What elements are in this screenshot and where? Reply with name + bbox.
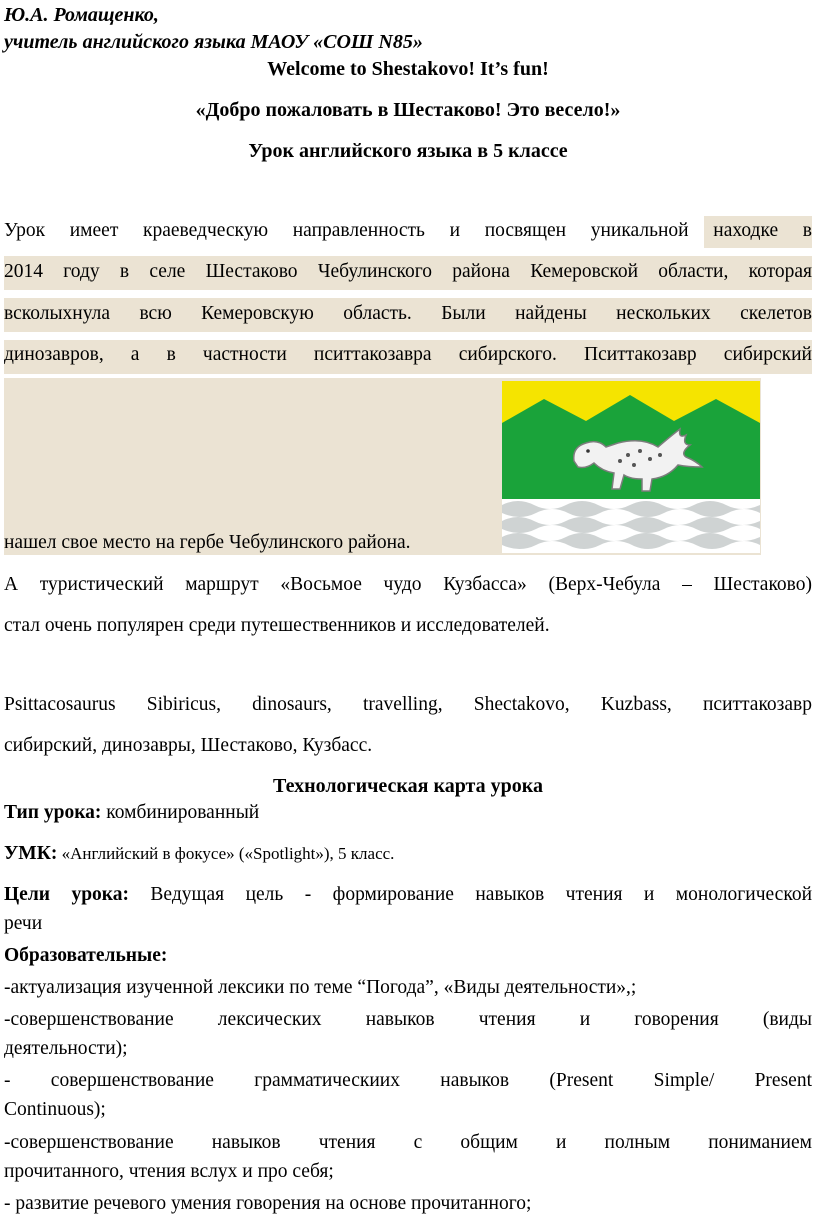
umk bbox=[4, 843, 394, 865]
tech-card-heading: Технологическая карта урока bbox=[273, 775, 543, 797]
edu-item-5: - развитие речевого умения говорения на основе прочитанного; bbox=[4, 1193, 532, 1214]
goals-value: Ведущая цель - формирование навыков чтения и монологической bbox=[128, 884, 813, 905]
author-name: Ю.А. Ромащенко, bbox=[4, 4, 159, 26]
edu-item-3-cont: Continuous); bbox=[4, 1099, 106, 1120]
edu-item-4-cont: прочитанного, чтения вслух и про себя; bbox=[4, 1161, 334, 1182]
intro-line-2: 2014 году в селе Шестаково Чебулинского района Кемеровской области, которая bbox=[4, 261, 812, 282]
lesson-type bbox=[4, 802, 259, 824]
intro-line-4: динозавров, а в частности пситтакозавра сибирского. Пситтакозавр сибирский bbox=[4, 344, 812, 365]
route-line-1: А туристический маршрут «Восьмое чудо Кузбасса» (Верх-Чебула – Шестаково) bbox=[4, 574, 812, 595]
edu-label: Образовательные: bbox=[4, 945, 168, 966]
goals-line-1 bbox=[4, 884, 812, 906]
edu-item-2-cont: деятельности); bbox=[4, 1038, 128, 1059]
goals-line-2: речи bbox=[4, 913, 43, 934]
umk-label: УМК: bbox=[4, 843, 58, 864]
coat-of-arms-image bbox=[502, 381, 760, 553]
goals-label: Цели урока: bbox=[4, 884, 129, 905]
edu-item-2: -совершенствование лексических навыков чтения и говорения (виды bbox=[4, 1009, 812, 1030]
edu-item-3: - совершенствование грамматическиих навыков (Present Simple/ Present bbox=[4, 1070, 812, 1091]
lesson-type-value: комбинированный bbox=[101, 802, 260, 823]
route-line-2: стал очень популярен среди путешественников и исследователей. bbox=[4, 615, 550, 636]
title-ru: «Добро пожаловать в Шестаково! Это весело!» bbox=[195, 99, 621, 121]
umk-value: «Английский в фокусе» («Spotlight»), 5 класс. bbox=[57, 844, 395, 863]
author-position: учитель английского языка МАОУ «СОШ N85» bbox=[4, 31, 423, 53]
subtitle: Урок английского языка в 5 классе bbox=[248, 140, 568, 162]
lesson-type-label: Тип урока: bbox=[4, 802, 102, 823]
intro-line-1: Урок имеет краеведческую направленность и посвящен уникальной находке в bbox=[4, 220, 812, 241]
keywords-line-2: сибирский, динозавры, Шестаково, Кузбасс. bbox=[4, 735, 373, 756]
title-en: Welcome to Shestakovo! It’s fun! bbox=[267, 58, 549, 80]
keywords-line-1: Psittacosaurus Sibiricus, dinosaurs, travelling, Shectakovo, Kuzbass, пситтакозавр bbox=[4, 694, 812, 715]
intro-after-image: нашел свое место на гербе Чебулинского района. bbox=[4, 532, 411, 553]
edu-item-1: -актуализация изученной лексики по теме “Погода”, «Виды деятельности»,; bbox=[4, 977, 637, 998]
coat-waves bbox=[502, 499, 760, 553]
intro-line-3: всколыхнула всю Кемеровскую область. Были найдены нескольких скелетов bbox=[4, 303, 812, 324]
edu-item-4: -совершенствование навыков чтения с общим и полным пониманием bbox=[4, 1132, 812, 1153]
